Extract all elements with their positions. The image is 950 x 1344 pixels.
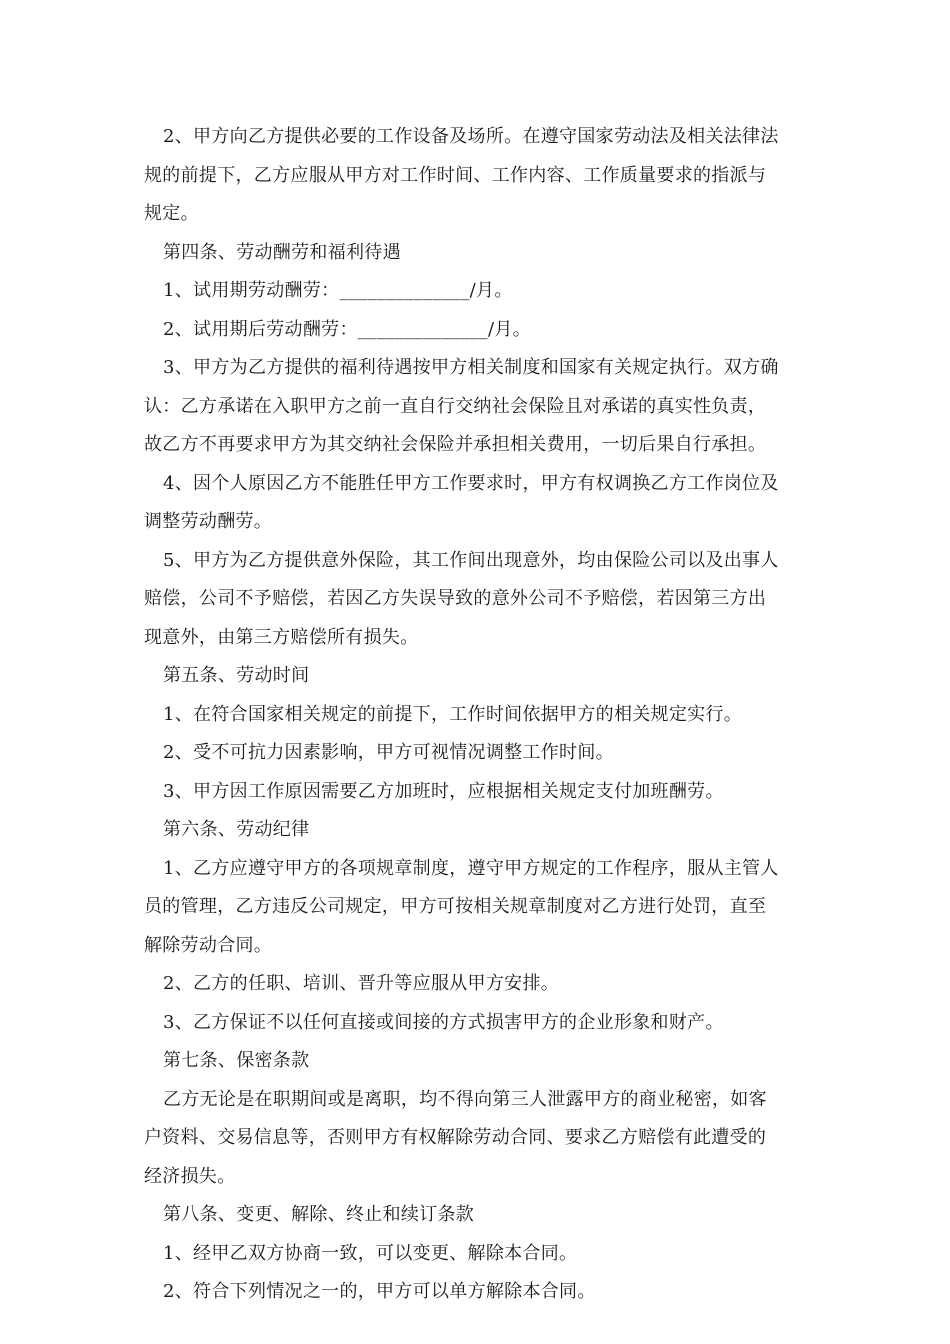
text-line: 4、因个人原因乙方不能胜任甲方工作要求时，甲方有权调换乙方工作岗位及	[163, 472, 779, 494]
text-line: 调整劳动酬劳。	[144, 511, 273, 532]
text-line: 员的管理，乙方违反公司规定，甲方可按相关规章制度对乙方进行处罚，直至	[144, 896, 767, 917]
clause-6-item-2	[144, 965, 806, 1004]
text-line: 故乙方不再要求甲方为其交纳社会保险并承担相关费用，一切后果自行承担。	[144, 434, 767, 455]
article-8-heading	[144, 1196, 806, 1235]
text-line: 认：乙方承诺在入职甲方之前一直自行交纳社会保险且对承诺的真实性负责，	[144, 395, 767, 417]
article-5-heading	[144, 657, 806, 696]
text-line: 户资料、交易信息等，否则甲方有权解除劳动合同、要求乙方赔偿有此遭受的	[144, 1127, 767, 1148]
clause-8-item-2	[144, 1273, 806, 1312]
text-line: 第七条、保密条款	[163, 1050, 310, 1071]
article-6-heading	[144, 811, 806, 850]
text-line: 1、试用期劳动酬劳：______________/月。	[163, 280, 513, 301]
clause-5-item-2	[144, 734, 806, 773]
clause-5-item-3	[144, 773, 806, 812]
clause-4-item-3	[144, 349, 806, 465]
text-line: 第八条、变更、解除、终止和续订条款	[163, 1204, 475, 1225]
text-line: 2、乙方的任职、培训、晋升等应服从甲方安排。	[163, 973, 560, 994]
text-line: 现意外，由第三方赔偿所有损失。	[144, 626, 419, 648]
text-line: 1、乙方应遵守甲方的各项规章制度，遵守甲方规定的工作程序，服从主管人	[163, 857, 779, 879]
article-7-heading	[144, 1042, 806, 1081]
clause-6-item-3	[144, 1004, 806, 1043]
text-line: 3、甲方因工作原因需要乙方加班时，应根据相关规定支付加班酬劳。	[163, 780, 724, 802]
text-line: 规的前提下，乙方应服从甲方对工作时间、工作内容、工作质量要求的指派与	[144, 164, 767, 186]
text-line: 第四条、劳动酬劳和福利待遇	[163, 241, 401, 263]
clause-4-item-1	[144, 272, 806, 311]
text-line: 乙方无论是在职期间或是离职，均不得向第三人泄露甲方的商业秘密，如客	[163, 1088, 767, 1110]
clause-4-item-4	[144, 465, 806, 542]
clause-6-item-1	[144, 850, 806, 966]
text-line: 5、甲方为乙方提供意外保险，其工作间出现意外，均由保险公司以及出事人	[163, 549, 779, 571]
article-4-heading	[144, 234, 806, 273]
text-line: 1、经甲乙双方协商一致，可以变更、解除本合同。	[163, 1242, 578, 1264]
clause-4-item-2	[144, 311, 806, 350]
text-line: 3、甲方为乙方提供的福利待遇按甲方相关制度和国家有关规定执行。双方确	[163, 357, 779, 378]
text-line: 2、受不可抗力因素影响，甲方可视情况调整工作时间。	[163, 742, 614, 763]
text-line: 2、符合下列情况之一的，甲方可以单方解除本合同。	[163, 1281, 596, 1302]
text-line: 赔偿，公司不予赔偿，若因乙方失误导致的意外公司不予赔偿，若因第三方出	[144, 588, 767, 609]
text-line: 经济损失。	[144, 1165, 236, 1187]
text-line: 第五条、劳动时间	[163, 665, 310, 686]
text-line: 2、甲方向乙方提供必要的工作设备及场所。在遵守国家劳动法及相关法律法	[163, 126, 779, 147]
text-line: 3、乙方保证不以任何直接或间接的方式损害甲方的企业形象和财产。	[163, 1011, 724, 1033]
document-body	[144, 118, 806, 1312]
clause-8-item-1	[144, 1235, 806, 1274]
clause-4-item-5	[144, 542, 806, 658]
text-line: 解除劳动合同。	[144, 934, 273, 956]
text-line: 1、在符合国家相关规定的前提下，工作时间依据甲方的相关规定实行。	[163, 703, 743, 725]
text-line: 规定。	[144, 203, 199, 224]
text-line: 2、试用期后劳动酬劳：______________/月。	[163, 318, 531, 340]
clause-5-item-1	[144, 696, 806, 735]
text-line: 第六条、劳动纪律	[163, 819, 310, 840]
clause-3-item-2	[144, 118, 806, 234]
clause-7-body	[144, 1081, 806, 1197]
